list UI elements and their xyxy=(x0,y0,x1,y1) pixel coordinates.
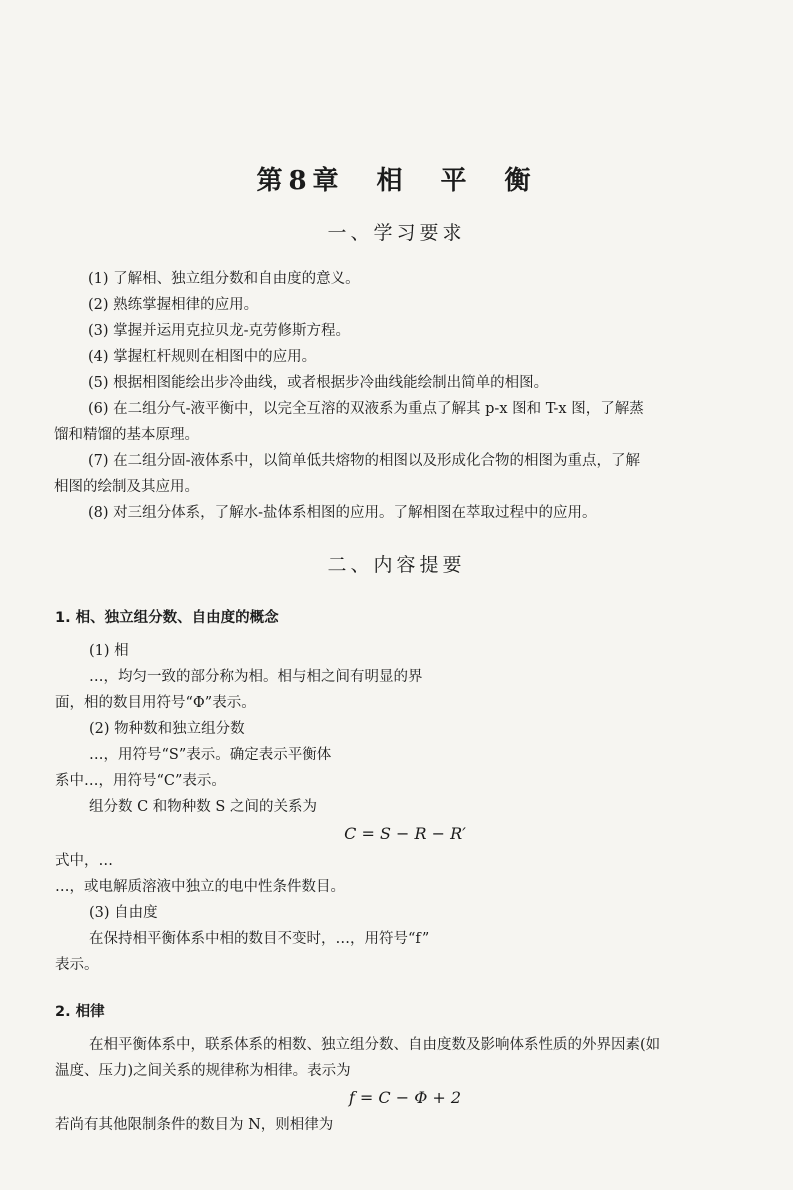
requirement-item: (2) 熟练掌握相律的应用。 xyxy=(88,297,259,313)
relation-text: 组分数 C 和物种数 S 之间的关系为 xyxy=(89,799,317,815)
phase-text: 面，相的数目用符号“Φ”表示。 xyxy=(55,695,256,711)
freedom-text: 表示。 xyxy=(55,957,99,973)
phase-rule-extra: 若尚有其他限制条件的数目为 N，则相律为 xyxy=(55,1117,334,1133)
species-text: 系中…，用符号“C”表示。 xyxy=(55,773,226,789)
requirement-item: (5) 根据相图能绘出步冷曲线，或者根据步冷曲线能绘制出简单的相图。 xyxy=(88,375,549,391)
explain-text: 式中，… xyxy=(55,853,113,869)
requirement-item-continued: 馏和精馏的基本原理。 xyxy=(54,427,199,443)
explain-text: …，或电解质溶液中独立的电中性条件数目。 xyxy=(55,879,345,895)
formula-component-count: C = S − R − R′ xyxy=(344,824,466,843)
concepts-block xyxy=(55,638,755,978)
phase-rule-block xyxy=(55,1032,755,1138)
requirement-item: (7) 在二组分固-液体系中，以简单低共熔物的相图以及形成化合物的相图为重点，了解 xyxy=(88,453,641,469)
requirements-list xyxy=(54,266,758,526)
requirement-item-continued: 相图的绘制及其应用。 xyxy=(54,479,199,495)
formula-phase-rule: f = C − Φ + 2 xyxy=(348,1088,462,1107)
section-title-summary: 二、内容提要 xyxy=(327,554,466,576)
subsection-title-phase-rule: 2. 相律 xyxy=(55,1004,105,1020)
species-text: …，用符号“S”表示。确定表示平衡体 xyxy=(89,747,332,763)
phase-rule-text: 在相平衡体系中，联系体系的相数、独立组分数、自由度数及影响体系性质的外界因素(如 xyxy=(89,1037,661,1053)
requirement-item: (8) 对三组分体系，了解水-盐体系相图的应用。了解相图在萃取过程中的应用。 xyxy=(88,505,597,521)
section-title-requirements: 一、学习要求 xyxy=(327,222,466,244)
species-label: (2) 物种数和独立组分数 xyxy=(89,721,245,737)
requirement-item: (4) 掌握杠杆规则在相图中的应用。 xyxy=(88,349,317,365)
phase-label: (1) 相 xyxy=(89,643,129,659)
chapter-title: 第8章 相 平 衡 xyxy=(256,166,537,196)
freedom-label: (3) 自由度 xyxy=(89,905,158,921)
requirement-item: (3) 掌握并运用克拉贝龙-克劳修斯方程。 xyxy=(88,323,351,339)
subsection-title-concepts: 1. 相、独立组分数、自由度的概念 xyxy=(55,610,279,626)
requirement-item: (6) 在二组分气-液平衡中，以完全互溶的双液系为重点了解其 p-x 图和 T-x 图，了解蒸 xyxy=(88,401,644,417)
phase-text: …，均匀一致的部分称为相。相与相之间有明显的界 xyxy=(89,669,423,685)
phase-rule-text: 温度、压力)之间关系的规律称为相律。表示为 xyxy=(55,1063,351,1079)
requirement-item: (1) 了解相、独立组分数和自由度的意义。 xyxy=(88,271,360,287)
freedom-text: 在保持相平衡体系中相的数目不变时，…，用符号“f” xyxy=(89,931,430,947)
